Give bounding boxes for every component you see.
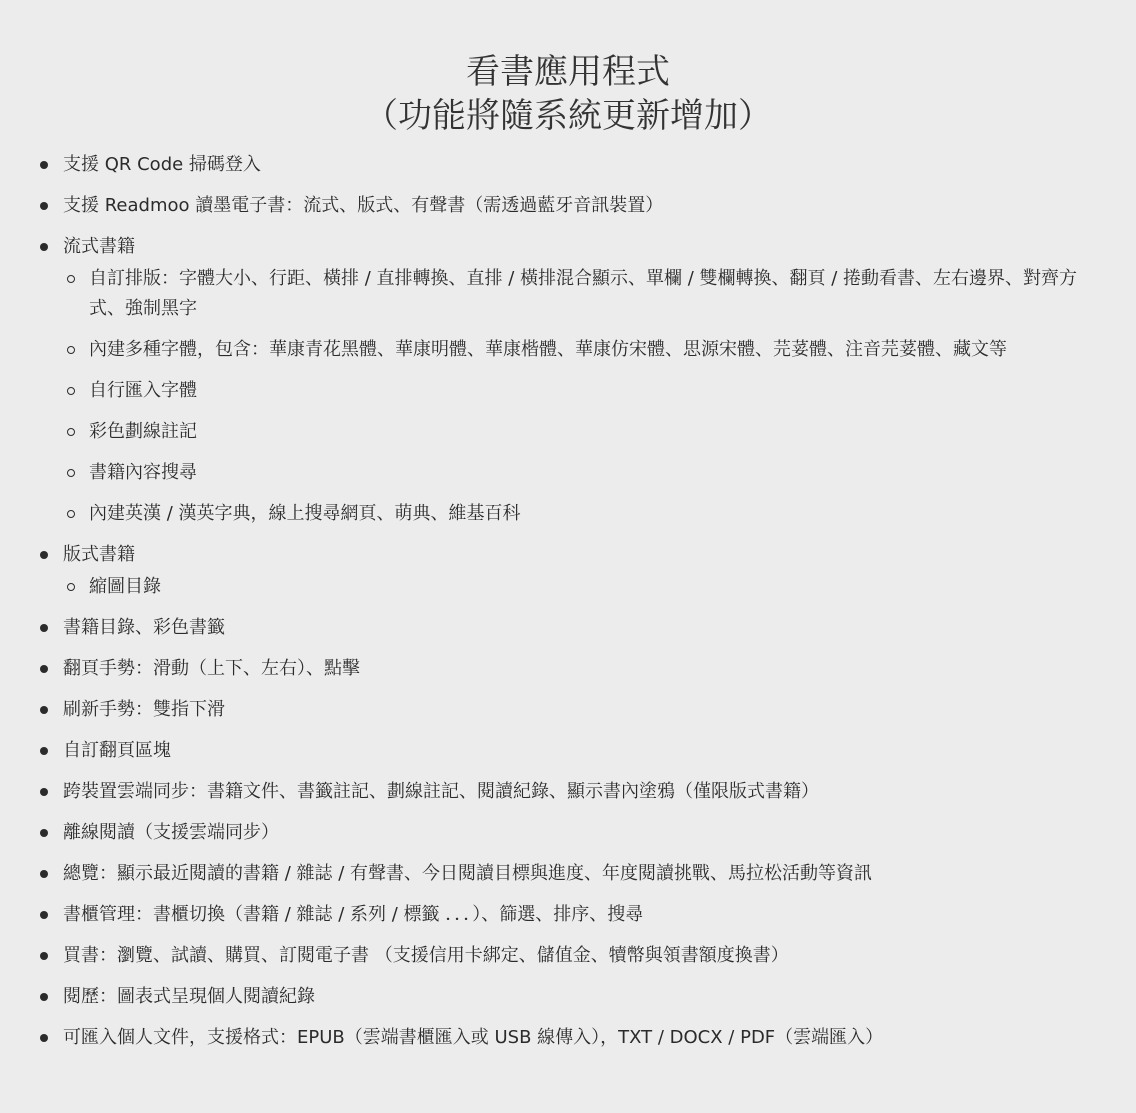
feature-subitem: 自訂排版：字體大小、行距、橫排 / 直排轉換、直排 / 橫排混合顯示、單欄 / 雙欄轉換、翻頁 / 捲動看書、左右邊界、對齊方式、強制黑字 xyxy=(63,264,1089,324)
feature-subitem: 內建英漢 / 漢英字典，線上搜尋網頁、萌典、維基百科 xyxy=(63,499,1089,529)
feature-item-text: 書櫃管理：書櫃切換（書籍 / 雜誌 / 系列 / 標籤 ．．．）、篩選、排序、搜尋 xyxy=(63,904,644,925)
feature-item-text: 買書：瀏覽、試讀、購買、訂閱電子書 （支援信用卡綁定、儲值金、犢幣與領書額度換書） xyxy=(63,945,789,966)
feature-item xyxy=(38,1023,1118,1053)
page-title xyxy=(0,50,1136,138)
feature-list xyxy=(38,150,1118,1064)
feature-subitem: 內建多種字體，包含：華康青花黑體、華康明體、華康楷體、華康仿宋體、思源宋體、芫荽體、注音芫荽體、藏文等 xyxy=(63,335,1089,365)
feature-item-text: 翻頁手勢：滑動（上下、左右）、點擊 xyxy=(63,658,360,679)
feature-item xyxy=(38,654,1118,684)
feature-item xyxy=(38,191,1118,221)
feature-sublist xyxy=(63,572,1118,602)
feature-item-text: 總覽：顯示最近閱讀的書籍 / 雜誌 / 有聲書、今日閱讀目標與進度、年度閱讀挑戰、馬拉松活動等資訊 xyxy=(63,863,873,884)
feature-item-text: 支援 Readmoo 讀墨電子書：流式、版式、有聲書（需透過藍牙音訊裝置） xyxy=(63,195,664,216)
feature-item-text: 閱歷：圖表式呈現個人閱讀紀錄 xyxy=(63,986,315,1007)
feature-subitem: 彩色劃線註記 xyxy=(63,417,1089,447)
page-title-line2: （功能將隨系統更新增加） xyxy=(364,96,772,136)
feature-subitem: 書籍內容搜尋 xyxy=(63,458,1089,488)
feature-subitem: 自行匯入字體 xyxy=(63,376,1089,406)
feature-item xyxy=(38,900,1118,930)
feature-sublist xyxy=(63,264,1118,529)
feature-item xyxy=(38,941,1118,971)
feature-item xyxy=(38,859,1118,889)
feature-item xyxy=(38,818,1118,848)
feature-item xyxy=(38,150,1118,180)
feature-item-text: 離線閱讀（支援雲端同步） xyxy=(63,822,279,843)
feature-item xyxy=(38,695,1118,725)
feature-item xyxy=(38,613,1118,643)
feature-item xyxy=(38,777,1118,807)
feature-item xyxy=(38,736,1118,766)
feature-item-text: 跨裝置雲端同步：書籍文件、書籤註記、劃線註記、閱讀紀錄、顯示書內塗鴉（僅限版式書籍） xyxy=(63,781,819,802)
feature-item-text: 刷新手勢：雙指下滑 xyxy=(63,699,225,720)
feature-item-text: 書籍目錄、彩色書籤 xyxy=(63,617,225,638)
feature-item-text: 版式書籍 xyxy=(63,544,135,565)
feature-item-text: 自訂翻頁區塊 xyxy=(63,740,171,761)
feature-item-text: 支援 QR Code 掃碼登入 xyxy=(63,154,261,175)
feature-item-text: 可匯入個人文件，支援格式：EPUB（雲端書櫃匯入或 USB 線傳入），TXT / DOCX / PDF（雲端匯入） xyxy=(63,1027,884,1048)
feature-item xyxy=(38,232,1118,529)
feature-item xyxy=(38,982,1118,1012)
feature-subitem: 縮圖目錄 xyxy=(63,572,1089,602)
feature-item-text: 流式書籍 xyxy=(63,236,135,257)
feature-item xyxy=(38,540,1118,602)
page-title-line1: 看書應用程式 xyxy=(466,52,670,92)
